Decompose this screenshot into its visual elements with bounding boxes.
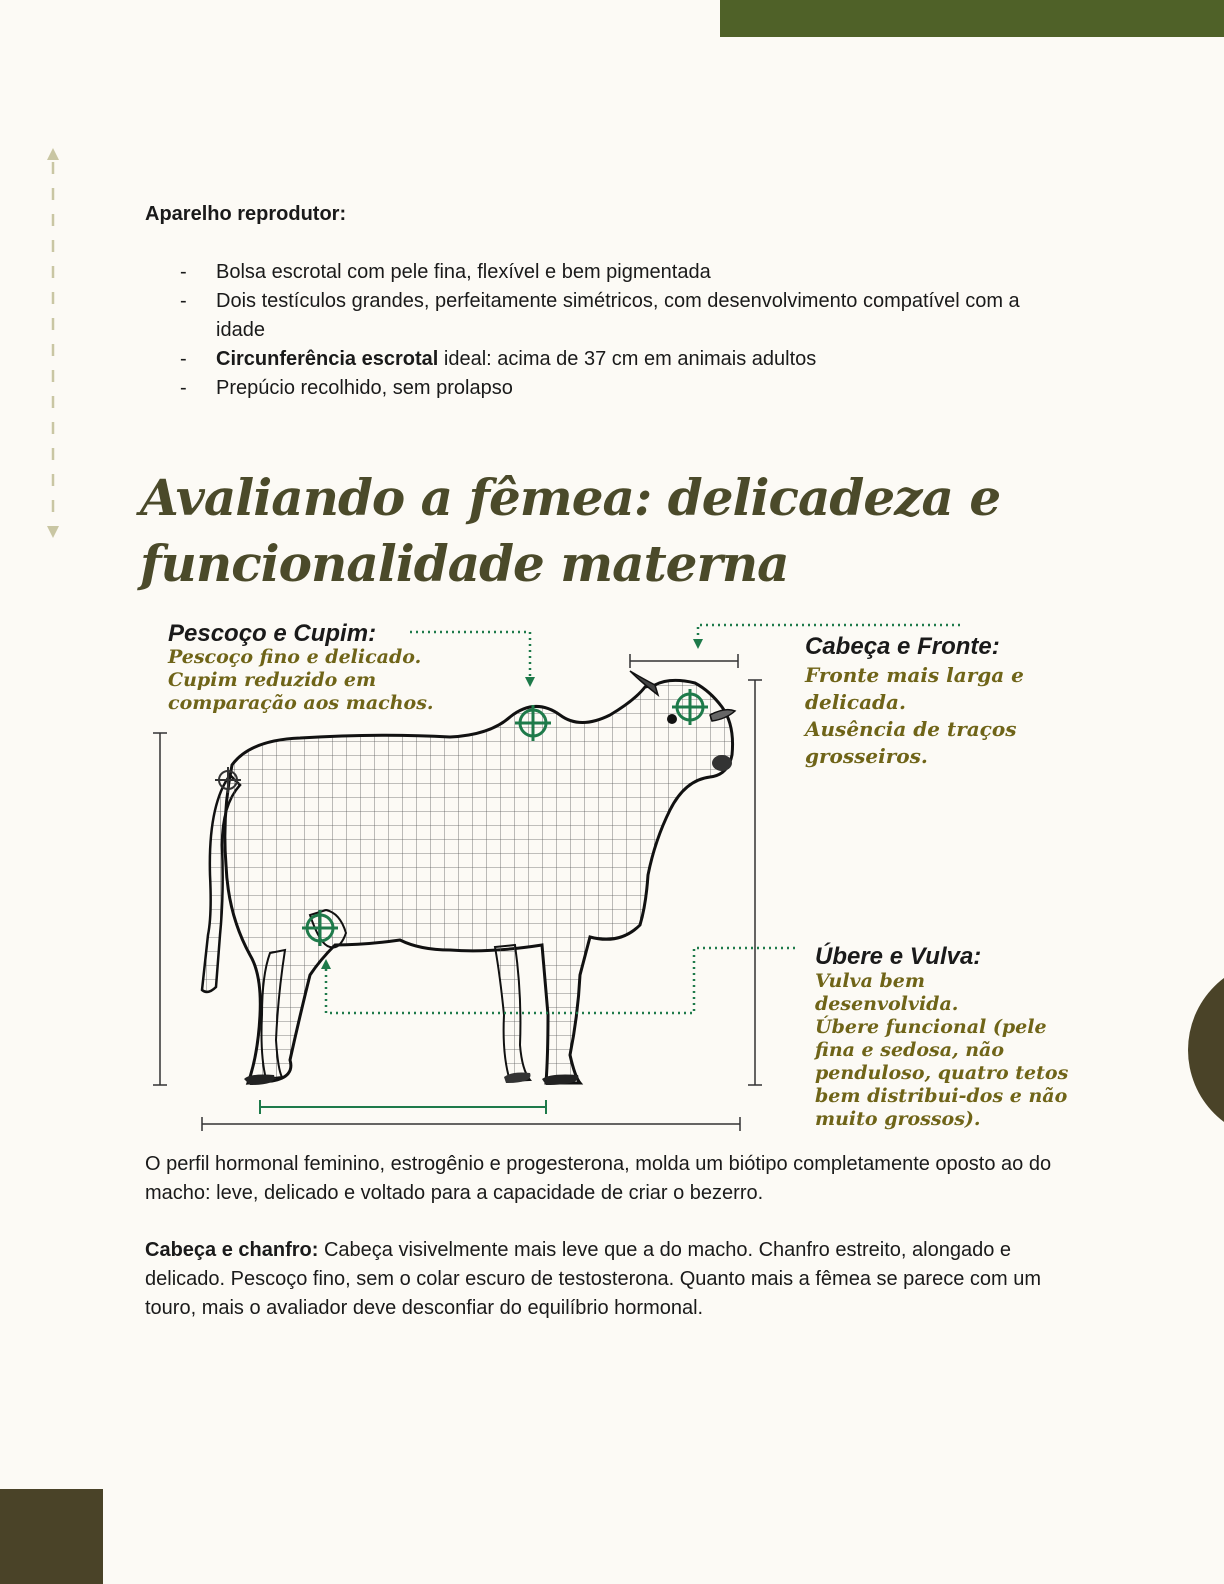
neck-callout-title: Pescoço e Cupim: [168, 620, 377, 647]
side-half-circle [1188, 960, 1224, 1140]
list-item: - Prepúcio recolhido, sem prolapso [180, 377, 513, 399]
head-callout-title: Cabeça e Fronte: [805, 633, 1000, 660]
head-and-snout-paragraph: Cabeça e chanfro: Cabeça visivelmente mais leve que a do macho. Chanfro estreito, alongado e delicado. Pescoço fino, sem o colar escuro de testosterona. Quanto mais a fêmea se parece com um touro, mais o avaliador deve desconfiar do equilíbrio hormonal. [145, 1239, 1042, 1319]
udder-callout-text: Vulva bem desenvolvida. Úbere funcional (pele fina e sedosa, não penduloso, quatro tetos bem distribui-dos e não muito grossos). [815, 970, 1069, 1130]
cow-illustration [202, 671, 735, 1085]
double-arrow-vertical-icon [44, 148, 62, 540]
list-item: - Dois testículos grandes, perfeitamente simétricos, com desenvolvimento compatível com a idade [180, 290, 1020, 341]
hormonal-profile-paragraph: O perfil hormonal feminino, estrogênio e progesterona, molda um biótipo completamente oposto ao do macho: leve, delicado e voltado para a capacidade de criar o bezerro. [145, 1153, 1052, 1204]
height-measure-right [748, 680, 762, 1085]
height-measure-left [153, 733, 167, 1085]
head-callout-text: Fronte mais larga e delicada. Ausência de traços grosseiros. [805, 663, 1024, 768]
length-measure-bottom [202, 1117, 740, 1131]
list-item: - Circunferência escrotal ideal: acima de 37 cm em animais adultos [180, 348, 817, 370]
body-length-measure [260, 1100, 546, 1114]
reproductive-system-label: Aparelho reprodutor: [145, 203, 347, 225]
list-item: - Bolsa escrotal com pele fina, flexível e bem pigmentada [180, 261, 711, 283]
top-accent-bar [720, 0, 1224, 37]
section-heading: Avaliando a fêmea: delicadeza e funcionalidade materna [140, 468, 1001, 593]
udder-callout-title: Úbere e Vulva: [815, 943, 982, 970]
reproductive-bullet-list [180, 258, 1060, 403]
neck-callout-text: Pescoço fino e delicado. Cupim reduzido em comparação aos machos. [168, 646, 434, 714]
bottom-corner-block [0, 1489, 103, 1584]
forehead-width-measure [630, 654, 738, 668]
